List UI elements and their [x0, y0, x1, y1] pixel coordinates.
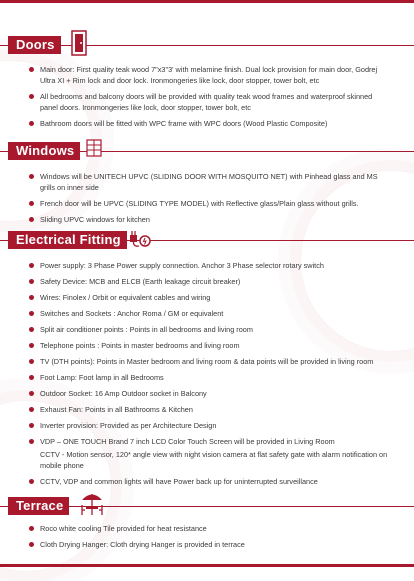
- top-border: [0, 0, 414, 3]
- electrical-section: [0, 229, 414, 492]
- bullet-icon: [29, 359, 34, 364]
- windows-section: [0, 140, 414, 230]
- section-header: [0, 140, 414, 162]
- list-item: Windows will be UNITECH UPVC (SLIDING DOOR WITH MOSQUITO NET) with Pinhead glass and MS grills on inner side: [0, 171, 414, 193]
- list-item: Foot Lamp: Foot lamp in all Bedrooms: [0, 372, 414, 383]
- bullet-icon: [29, 375, 34, 380]
- bullet-icon: [29, 174, 34, 179]
- list-item: Power supply: 3 Phase Power supply connection. Anchor 3 Phase selector rotary switch: [0, 260, 414, 271]
- terrace-section: [0, 495, 414, 555]
- section-title: Doors: [8, 36, 61, 54]
- bullet-icon: [29, 311, 34, 316]
- bullet-icon: [29, 279, 34, 284]
- section-title: Electrical Fitting: [8, 231, 127, 249]
- section-header: [0, 229, 414, 251]
- list-item: TV (DTH points): Points in Master bedroom and living room & data points will be provided in living room: [0, 356, 414, 367]
- bullet-icon: [29, 407, 34, 412]
- plug-icon: [128, 229, 152, 254]
- bullet-icon: [29, 423, 34, 428]
- bullet-icon: [29, 343, 34, 348]
- list-item: All bedrooms and balcony doors will be provided with quality teak wood frames and waterproof skinned panel doors. Ironmongeries like lock, door stopper, tower bolt, etc: [0, 91, 414, 113]
- list-item: Wires: Finolex / Orbit or equivalent cables and wiring: [0, 292, 414, 303]
- list-item: CCTV - Motion sensor, 120* angle view with night vision camera at flat safety gate with alarm notification on mobile phone: [40, 450, 388, 470]
- bullet-icon: [29, 94, 34, 99]
- list-item: Telephone points : Points in master bedrooms and living room: [0, 340, 414, 351]
- section-header: [0, 495, 414, 517]
- list-item: Main door: First quality teak wood 7"x3"3' with melamine finish. Dual lock provision for main door, Godrej Ultra XI + Rim lock and door lock. Ironmongeries like lock, door stopper, tower bolt, etc: [0, 64, 414, 86]
- list-item: Roco white cooling Tile provided for heat resistance: [0, 523, 414, 534]
- list-item: Cloth Drying Hanger: Cloth drying Hanger is provided in terrace: [0, 539, 414, 550]
- bullet-icon: [29, 201, 34, 206]
- section-title: Windows: [8, 142, 80, 160]
- doors-section: [0, 34, 414, 134]
- terrace-list: [0, 523, 414, 550]
- section-title: Terrace: [8, 497, 69, 515]
- bottom-border: [0, 564, 414, 567]
- umbrella-table-icon: [78, 489, 106, 522]
- list-item: Outdoor Socket: 16 Amp Outdoor socket in Balcony: [0, 388, 414, 399]
- bullet-icon: [29, 439, 34, 444]
- list-item: Inverter provision: Provided as per Architecture Design: [0, 420, 414, 431]
- bullet-icon: [29, 526, 34, 531]
- list-item: Switches and Sockets : Anchor Roma / GM or equivalent: [0, 308, 414, 319]
- list-item: French door will be UPVC (SLIDING TYPE MODEL) with Reflective glass/Plain glass without grills.: [0, 198, 414, 209]
- bullet-icon: [29, 479, 34, 484]
- bullet-icon: [29, 391, 34, 396]
- list-item: Sliding UPVC windows for kitchen: [0, 214, 414, 225]
- bullet-icon: [29, 542, 34, 547]
- bullet-icon: [29, 295, 34, 300]
- header-rule: [0, 45, 414, 46]
- list-item: Exhaust Fan: Points in all Bathrooms & Kitchen: [0, 404, 414, 415]
- list-item: Bathroom doors will be fitted with WPC frame with WPC doors (Wood Plastic Composite): [0, 118, 414, 129]
- bullet-icon: [29, 121, 34, 126]
- list-item: Split air conditioner points : Points in all bedrooms and living room: [0, 324, 414, 335]
- bullet-icon: [29, 263, 34, 268]
- window-icon: [86, 139, 102, 162]
- list-item: VDP – ONE TOUCH Brand 7 inch LCD Color Touch Screen will be provided in Living Room: [0, 436, 414, 447]
- list-item: Safety Device: MCB and ELCB (Earth leakage circuit breaker): [0, 276, 414, 287]
- doors-list: [0, 64, 414, 129]
- door-icon: [70, 30, 88, 61]
- bullet-icon: [29, 67, 34, 72]
- list-item: CCTV, VDP and common lights will have Power back up for uninterrupted surveillance: [0, 476, 414, 487]
- electrical-list: [0, 260, 414, 487]
- bullet-icon: [29, 327, 34, 332]
- bullet-icon: [29, 217, 34, 222]
- section-header: [0, 34, 414, 56]
- windows-list: [0, 171, 414, 225]
